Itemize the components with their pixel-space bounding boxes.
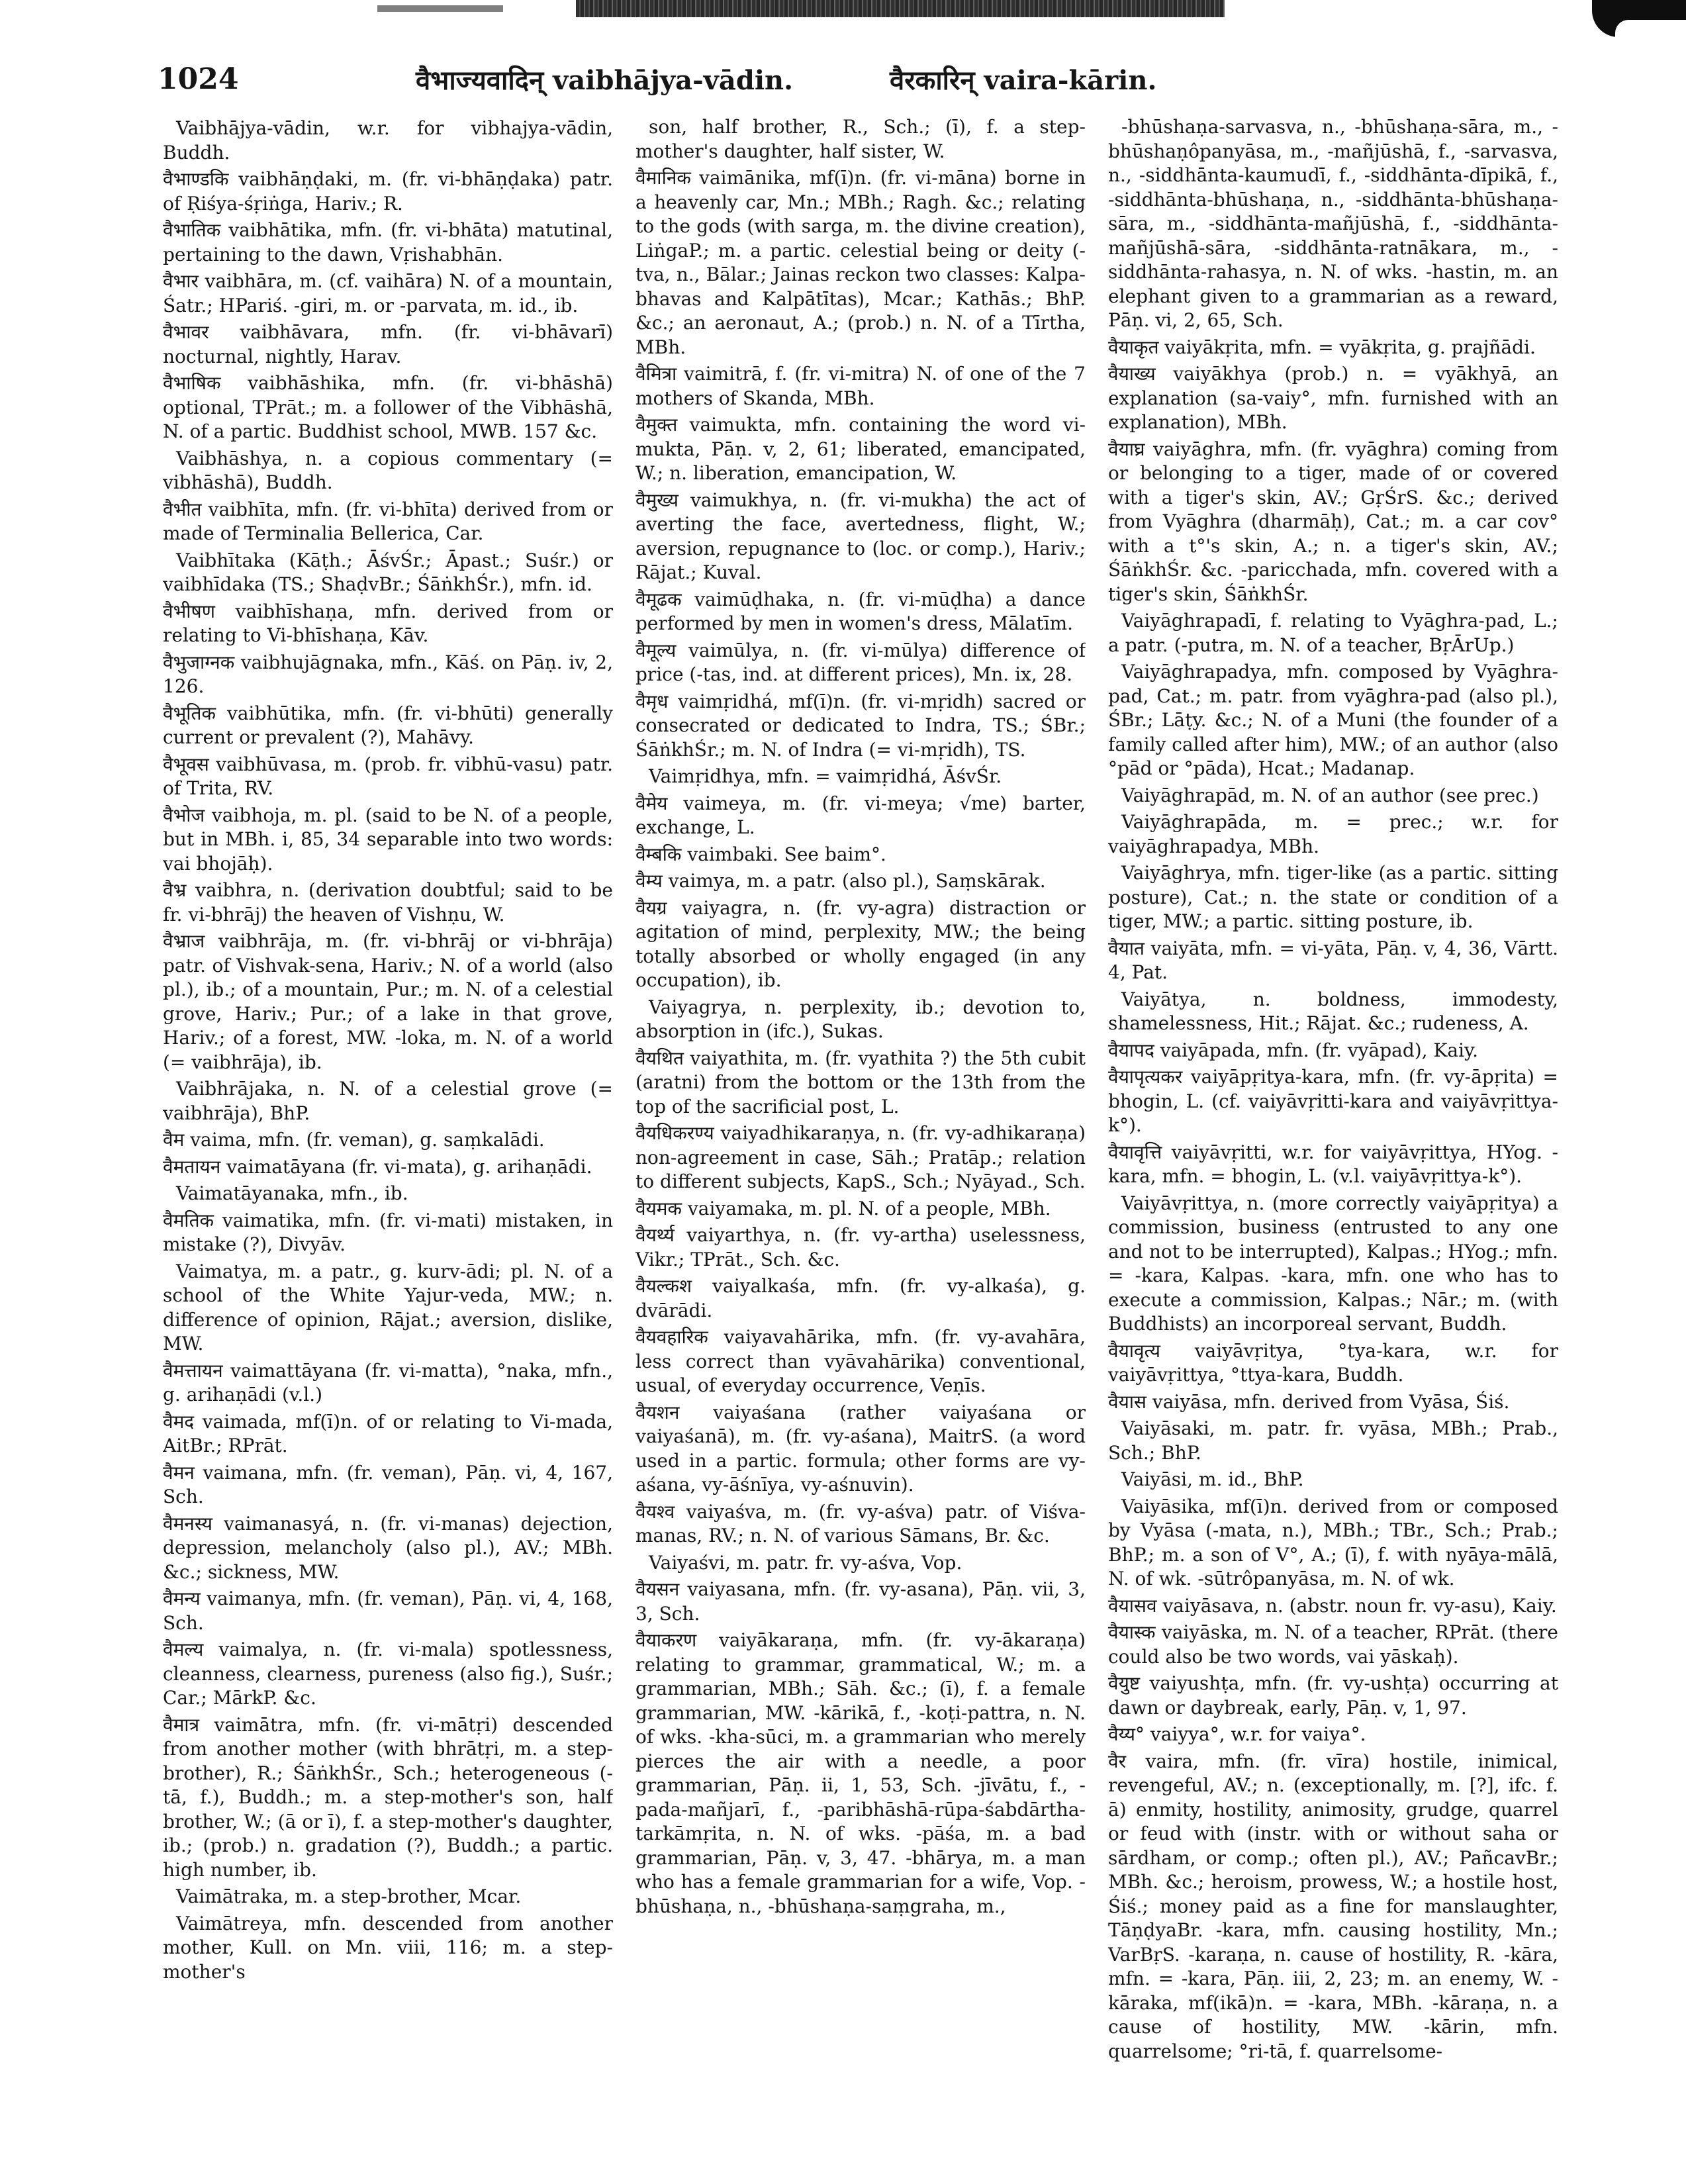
dictionary-entry: वैमन vaimana, mfn. (fr. veman), Pāṇ. vi, 4, 167, Sch. (163, 1461, 613, 1507)
column-middle (635, 117, 1086, 2156)
column-right (1108, 117, 1558, 2156)
dictionary-entry: वैयर्थ्य vaiyarthya, n. (fr. vy-artha) uselessness, Vikr.; TPrāt., Sch. &c. (635, 1224, 1086, 1270)
dictionary-entry: वैभूतिक vaibhūtika, mfn. (fr. vi-bhūti) generally current or prevalent (?), Mahāvy. (163, 702, 613, 748)
dictionary-entry: वैयधिकरण्य vaiyadhikaraṇya, n. (fr. vy-adhikaraṇa) non-agreement in case, Sāh.; Pratāp.; relation to different subjects, KapS., Sch.; Nyāyad., Sch. (635, 1122, 1086, 1192)
dictionary-entry: वैमतायन vaimatāyana (fr. vi-mata), g. arihaṇādi. (163, 1155, 592, 1178)
dictionary-entry: वैमत्तायन vaimattāyana (fr. vi-matta), °naka, mfn., g. arihaṇādi (v.l.) (163, 1359, 613, 1405)
dictionary-subentry: Vaimṛidhya, mfn. = vaimṛidhá, ĀśvŚr. (649, 765, 1002, 787)
dictionary-entry: वैभार vaibhāra, m. (cf. vaihāra) N. of a mountain, Śatr.; HPariś. -giri, m. or -parvata, m. id., ib. (163, 270, 613, 316)
dictionary-entry: वैभुजाग्नक vaibhujāgnaka, mfn., Kāś. on Pāṇ. iv, 2, 126. (163, 651, 613, 697)
dictionary-entry: वैभ्राज vaibhrāja, m. (fr. vi-bhrāj or vi-bhrāja) patr. of Vishvak-sena, Hariv.; N. of a world (also pl.), ib.; of a mountain, Pur.; m. N. of a celestial grove, Hariv.; Pur.; of a lake in that grove, Hariv.; of a forest, MW. -loka, m. N. of a world (= vaibhrāja), ib. (163, 930, 613, 1073)
scan-artifact-dash (377, 5, 503, 12)
dictionary-subentry: Vaibhājya-vādin, w.r. for vibhajya-vādin, Buddh. (163, 117, 613, 164)
dictionary-entry: वैमित्रा vaimitrā, f. (fr. vi-mitra) N. of one of the 7 mothers of Skanda, MBh. (635, 363, 1086, 409)
dictionary-entry: वैमृध vaimṛidhá, mf(ī)n. (fr. vi-mṛidh) sacred or consecrated or dedicated to Indra, TS.; ŚBr.; ŚāṅkhŚr.; m. N. of Indra (= vi-mṛidh), TS. (635, 690, 1086, 761)
dictionary-subentry: Vaiyātya, n. boldness, immodesty, shamelessness, Hit.; Rājat. &c.; rudeness, A. (1108, 988, 1558, 1034)
dictionary-subentry: Vaiyāsika, mf(ī)n. derived from or composed by Vyāsa (-mata, n.), MBh.; TBr., Sch.; Prab.; BhP.; m. a son of V°, A.; (ī), f. with nyāya-mālā, N. of wk. -sūtrôpanyāsa, m. N. of wk. (1108, 1495, 1558, 1590)
dictionary-entry: वैमनस्य vaimanasyá, n. (fr. vi-manas) dejection, depression, melancholy (also pl.), AV.; MBh. &c.; sickness, MW. (163, 1512, 613, 1583)
dictionary-entry: वैमतिक vaimatika, mfn. (fr. vi-mati) mistaken, in mistake (?), Divyāv. (163, 1209, 613, 1255)
dictionary-entry: वैम्बकि vaimbaki. See baim°. (635, 843, 886, 865)
dictionary-subentry: Vaimatāyanaka, mfn., ib. (176, 1182, 408, 1204)
dictionary-entry: वैभीत vaibhīta, mfn. (fr. vi-bhīta) derived from or made of Terminalia Bellerica, Car. (163, 498, 613, 544)
dictionary-entry: वैयासव vaiyāsava, n. (abstr. noun fr. vy-asu), Kaiy. (1108, 1594, 1557, 1617)
dictionary-subentry: -bhūshaṇa-sarvasva, n., -bhūshaṇa-sāra, m., -bhūshaṇôpanyāsa, m., -mañjūshā, f., -sarvasva, n., -siddhānta-kaumudī, f., -siddhānta-dīpikā, f., -siddhānta-bhūshaṇa, n., -siddhānta-bhūshaṇa-sāra, m., -siddhānta-mañjūshā, f., -siddhānta-mañjūshā-sāra, -siddhānta-ratnākara, m., -siddhānta-rahasya, n. N. of wks. -hastin, m. an elephant given to a grammarian as a reward, Pāṇ. vi, 2, 65, Sch. (1108, 117, 1558, 331)
dictionary-entry: वैयाकरण vaiyākaraṇa, mfn. (fr. vy-ākaraṇa) relating to grammar, grammatical, W.; m. a grammarian, MBh.; Sāh. &c.; (ī), f. a female grammarian, MW. -kārikā, f., -koṭi-pattra, n. N. of wks. -kha-sūci, m. a grammarian who merely pierces the air with a needle, a poor grammarian, Pāṇ. ii, 1, 53, Sch. -jīvātu, f., -pada-mañjarī, f., -paribhāshā-rūpa-śabdārtha-tarkāmṛita, n. N. of wks. -pāśa, m. a bad grammarian, Pāṇ. v, 3, 47. -bhārya, m. a man who has a female grammarian for a wife, Vop. -bhūshaṇa, n., -bhūshaṇa-saṃgraha, m., (635, 1629, 1086, 1917)
dictionary-entry: वैमात्र vaimātra, mfn. (fr. vi-mātṛi) descended from another mother (with bhrātṛi, m. a step-brother), R.; ŚāṅkhŚr., Sch.; heterogeneous (-tā, f.), Buddh.; m. a step-mother's son, half brother, W.; (ā or ī), f. a step-mother's daughter, ib.; (prob.) n. gradation (?), Buddh.; a partic. high number, ib. (163, 1713, 613, 1881)
dictionary-subentry: Vaibhāshya, n. a copious commentary (= vibhāshā), Buddh. (163, 447, 613, 493)
dictionary-entry: वैयास vaiyāsa, mfn. derived from Vyāsa, Śiś. (1108, 1390, 1510, 1413)
dictionary-entry: वैयसन vaiyasana, mfn. (fr. vy-asana), Pāṇ. vii, 3, 3, Sch. (635, 1578, 1086, 1625)
dictionary-entry: वैयुष्ट vaiyushṭa, mfn. (fr. vy-ushṭa) occurring at dawn or daybreak, early, Pāṇ. v, 1, 97. (1108, 1672, 1558, 1719)
dictionary-entry: वैयावृत्ति vaiyāvṛitti, w.r. for vaiyāvṛittya, HYog. -kara, mfn. = bhogin, L. (v.l. vaiyāvṛittya-k°). (1108, 1141, 1558, 1187)
dictionary-entry: वैय्य° vaiyya°, w.r. for vaiya°. (1108, 1723, 1366, 1745)
dictionary-subentry: Vaiyāvṛittya, n. (more correctly vaiyāpṛitya) a commission, business (entrusted to any one and not to be interrupted), Kalpas.; HYog.; mfn. = -kara, Kalpas. -kara, mfn. one who has to execute a commission, Kalpas.; Nār.; m. (with Buddhists) an incorporeal servant, Buddh. (1108, 1192, 1558, 1335)
dictionary-subentry: son, half brother, R., Sch.; (ī), f. a step-mother's daughter, half sister, W. (635, 117, 1086, 162)
page-number: 1024 (158, 62, 239, 96)
dictionary-columns (163, 117, 1566, 2156)
scan-artifact-top-bar (576, 0, 1225, 17)
dictionary-subentry: Vaiyāghrya, mfn. tiger-like (as a partic. sitting posture), Cat.; n. the state or condition of a tiger, MW.; a partic. sitting posture, ib. (1108, 862, 1558, 932)
dictionary-entry: वैभोज vaibhoja, m. pl. (said to be N. of a people, but in MBh. i, 85, 34 separable into two words: vai bhojāḥ). (163, 804, 613, 875)
dictionary-entry: वैमेय vaimeya, m. (fr. vi-meya; √me) barter, exchange, L. (635, 792, 1086, 838)
dictionary-entry: वैमल्य vaimalya, n. (fr. vi-mala) spotlessness, cleanness, clearness, pureness (also fig.), Suśr.; Car.; MārkP. &c. (163, 1638, 613, 1709)
dictionary-entry: वैमुख्य vaimukhya, n. (fr. vi-mukha) the act of averting the face, avertedness, flight, W.; aversion, repugnance to (loc. or comp.), Hariv.; Rājat.; Kuval. (635, 489, 1086, 583)
dictionary-subentry: Vaiyāghrapād, m. N. of an author (see prec.) (1121, 784, 1539, 806)
running-head-right: वैरकारिन् vaira-kārin. (890, 65, 1157, 96)
column-left (163, 117, 613, 2156)
dictionary-entry: वैभाण्डकि vaibhāṇḍaki, m. (fr. vi-bhāṇḍaka) patr. of Ṛiśya-śṛiṅga, Hariv.; R. (163, 168, 613, 214)
dictionary-entry: वैयशन vaiyaśana (rather vaiyaśana or vaiyaśanā), m. (fr. vy-aśana), MaitrS. (a word used in a partic. formula; other forms are vy-aśana, vy-āśnīya, vy-aśnuvin). (635, 1401, 1086, 1496)
scan-artifact-corner-inner (1615, 20, 1686, 40)
dictionary-entry: वैम vaima, mfn. (fr. veman), g. saṃkalādi. (163, 1129, 545, 1151)
dictionary-subentry: Vaiyāghrapāda, m. = prec.; w.r. for vaiyāghrapadya, MBh. (1108, 811, 1558, 857)
dictionary-subentry: Vaibhrājaka, n. N. of a celestial grove (= vaibhrāja), BhP. (163, 1078, 613, 1124)
dictionary-entry: वैयाघ्र vaiyāghra, mfn. (fr. vyāghra) coming from or belonging to a tiger, made of or covered with a tiger's skin, AV.; GṛŚrS. &c.; derived from Vyāghra (dharmāḥ), Cat.; m. a car cov° with a t°'s skin, A.; n. a tiger's skin, AV.; ŚāṅkhŚr. &c. -paricchada, mfn. covered with a tiger's skin, ŚāṅkhŚr. (1108, 438, 1558, 605)
dictionary-entry: वैमानिक vaimānika, mf(ī)n. (fr. vi-māna) borne in a heavenly car, Mn.; MBh.; Ragh. &c.; relating to the gods (with sarga, m. the divine creation), LiṅgaP.; m. a partic. celestial being or deity (-tva, n., Bālar.; Jainas reckon two classes: Kalpa-bhavas and Kalpātītas), Mcar.; Kathās.; BhP. &c.; an aeronaut, A.; (prob.) n. N. of a Tīrtha, MBh. (635, 167, 1086, 358)
dictionary-entry: वैमूल्य vaimūlya, n. (fr. vi-mūlya) difference of price (-tas, ind. at different prices), Mn. ix, 28. (635, 639, 1086, 685)
dictionary-entry: वैयल्कश vaiyalkaśa, mfn. (fr. vy-alkaśa), g. dvārādi. (635, 1275, 1086, 1321)
dictionary-entry: वैयग्र vaiyagra, n. (fr. vy-agra) distraction or agitation of mind, perplexity, MW.; the being totally absorbed or wholly engaged (in any occupation), ib. (635, 896, 1086, 991)
dictionary-entry: वैमद vaimada, mf(ī)n. of or relating to Vi-mada, AitBr.; RPrāt. (163, 1410, 613, 1456)
dictionary-subentry: Vaiyāghrapadī, f. relating to Vyāghra-pad, L.; a patr. (-putra, m. N. of a teacher, BṛĀrUp.) (1108, 610, 1558, 656)
dictionary-entry: वैभाषिक vaibhāshika, mfn. (fr. vi-bhāshā) optional, TPrāt.; m. a follower of the Vibhāshā, N. of a partic. Buddhist school, MWB. 157 &c. (163, 372, 613, 442)
dictionary-entry: वैमूढक vaimūḍhaka, n. (fr. vi-mūḍha) a dance performed by men in women's dress, Mālatīm. (635, 588, 1086, 634)
running-head-left: वैभाज्यवादिन् vaibhājya-vādin. (416, 65, 794, 96)
dictionary-entry: वैयवहारिक vaiyavahārika, mfn. (fr. vy-avahāra, less correct than vyāvahārika) conventional, usual, of everyday occurrence, Veṇīs. (635, 1326, 1086, 1396)
dictionary-entry: वैभ्र vaibhra, n. (derivation doubtful; said to be fr. vi-bhrāj) the heaven of Vishṇu, W. (163, 879, 613, 926)
dictionary-entry: वैभीषण vaibhīshaṇa, mfn. derived from or relating to Vi-bhīshaṇa, Kāv. (163, 600, 613, 646)
dictionary-subentry: Vaibhītaka (Kāṭh.; ĀśvŚr.; Āpast.; Suśr.) or vaibhīdaka (TS.; ShaḍvBr.; ŚāṅkhŚr.), mfn. id. (163, 549, 613, 595)
dictionary-entry: वैभूवस vaibhūvasa, m. (prob. fr. vibhū-vasu) patr. of Trita, RV. (163, 753, 613, 799)
dictionary-entry: वैयापद vaiyāpada, mfn. (fr. vyāpad), Kaiy. (1108, 1039, 1479, 1061)
dictionary-entry: वैयाख्य vaiyākhya (prob.) n. = vyākhyā, an explanation (sa-vaiy°, mfn. furnished with an explanation), MBh. (1108, 363, 1558, 433)
dictionary-entry: वैयास्क vaiyāska, m. N. of a teacher, RPrāt. (there could also be two words, vai yāskaḥ). (1108, 1621, 1558, 1668)
dictionary-entry: वैयापृत्यकर vaiyāpṛitya-kara, mfn. (fr. vy-āpṛita) = bhogin, L. (cf. vaiyāvṛitti-kara and vaiyāvṛittya-k°). (1108, 1066, 1558, 1136)
dictionary-subentry: Vaimatya, m. a patr., g. kurv-ādi; pl. N. of a school of the White Yajur-veda, MW.; n. difference of opinion, Rājat.; aversion, dislike, MW. (163, 1260, 613, 1354)
dictionary-entry: वैयाकृत vaiyākṛita, mfn. = vyākṛita, g. prajñādi. (1108, 336, 1536, 358)
dictionary-entry: वैमुक्त vaimukta, mfn. containing the word vi-mukta, Pāṇ. v, 2, 61; liberated, emancipated, W.; n. liberation, emancipation, W. (635, 414, 1086, 484)
dictionary-entry: वैमन्य vaimanya, mfn. (fr. veman), Pāṇ. vi, 4, 168, Sch. (163, 1588, 613, 1634)
dictionary-entry: वैर vaira, mfn. (fr. vīra) hostile, inimical, revengeful, AV.; n. (exceptionally, m. [?], ifc. f. ā) enmity, hostility, animosity, grudge, quarrel or feud with (instr. with or without saha or sārdham, or comp.; often pl.), AV.; PañcavBr.; MBh. &c.; heroism, prowess, W.; a hostile host, Śiś.; money paid as a fine for manslaughter, TāṇḍyaBr. -kara, mfn. causing hostility, Mn.; VarBṛS. -karaṇa, n. cause of hostility, R. -kāra, mfn. = -kara, Pāṇ. iii, 2, 23; m. an enemy, W. -kāraka, mf(ikā)n. = -kara, MBh. -kāraṇa, n. a cause of hostility, MW. -kārin, mfn. quarrelsome; °ri-tā, f. quarrelsome- (1108, 1750, 1558, 2062)
dictionary-entry: वैम्य vaimya, m. a patr. (also pl.), Saṃskārak. (635, 870, 1046, 892)
dictionary-subentry: Vaimātreya, mfn. descended from another mother, Kull. on Mn. viii, 116; m. a step-mother's (163, 1912, 613, 1983)
dictionary-entry: वैयात vaiyāta, mfn. = vi-yāta, Pāṇ. v, 4, 36, Vārtt. 4, Pat. (1108, 937, 1558, 983)
dictionary-subentry: Vaiyagrya, n. perplexity, ib.; devotion to, absorption in (ifc.), Sukas. (635, 996, 1086, 1042)
dictionary-subentry: Vaiyāghrapadya, mfn. composed by Vyāghra-pad, Cat.; m. patr. from vyāghra-pad (also pl.), ŚBr.; Lāṭy. &c.; N. of a Muni (the founder of a family called after him), MW.; of an author (also °pād or °pāda), Hcat.; Madanap. (1108, 661, 1558, 779)
dictionary-entry: वैयमक vaiyamaka, m. pl. N. of a people, MBh. (635, 1197, 1051, 1219)
page-header (158, 57, 1561, 102)
dictionary-subentry: Vaiyaśvi, m. patr. fr. vy-aśva, Vop. (649, 1551, 962, 1574)
dictionary-entry: वैयश्व vaiyaśva, m. (fr. vy-aśva) patr. of Viśva-manas, RV.; n. N. of various Sāmans, Br. &c. (635, 1500, 1086, 1546)
dictionary-subentry: Vaimātraka, m. a step-brother, Mcar. (176, 1885, 522, 1907)
dictionary-subentry: Vaiyāsaki, m. patr. fr. vyāsa, MBh.; Prab., Sch.; BhP. (1108, 1417, 1558, 1464)
dictionary-entry: वैयथित vaiyathita, m. (fr. vyathita ?) the 5th cubit (aratni) from the bottom or the 13th from the top of the sacrificial post, L. (635, 1047, 1086, 1117)
dictionary-entry: वैयावृत्य vaiyāvṛitya, °tya-kara, w.r. for vaiyāvṛittya, °ttya-kara, Buddh. (1108, 1339, 1558, 1386)
dictionary-entry: वैभातिक vaibhātika, mfn. (fr. vi-bhāta) matutinal, pertaining to the dawn, Vṛishabhān. (163, 219, 613, 265)
dictionary-subentry: Vaiyāsi, m. id., BhP. (1121, 1468, 1304, 1490)
dictionary-entry: वैभावर vaibhāvara, mfn. (fr. vi-bhāvarī) nocturnal, nightly, Harav. (163, 321, 613, 367)
